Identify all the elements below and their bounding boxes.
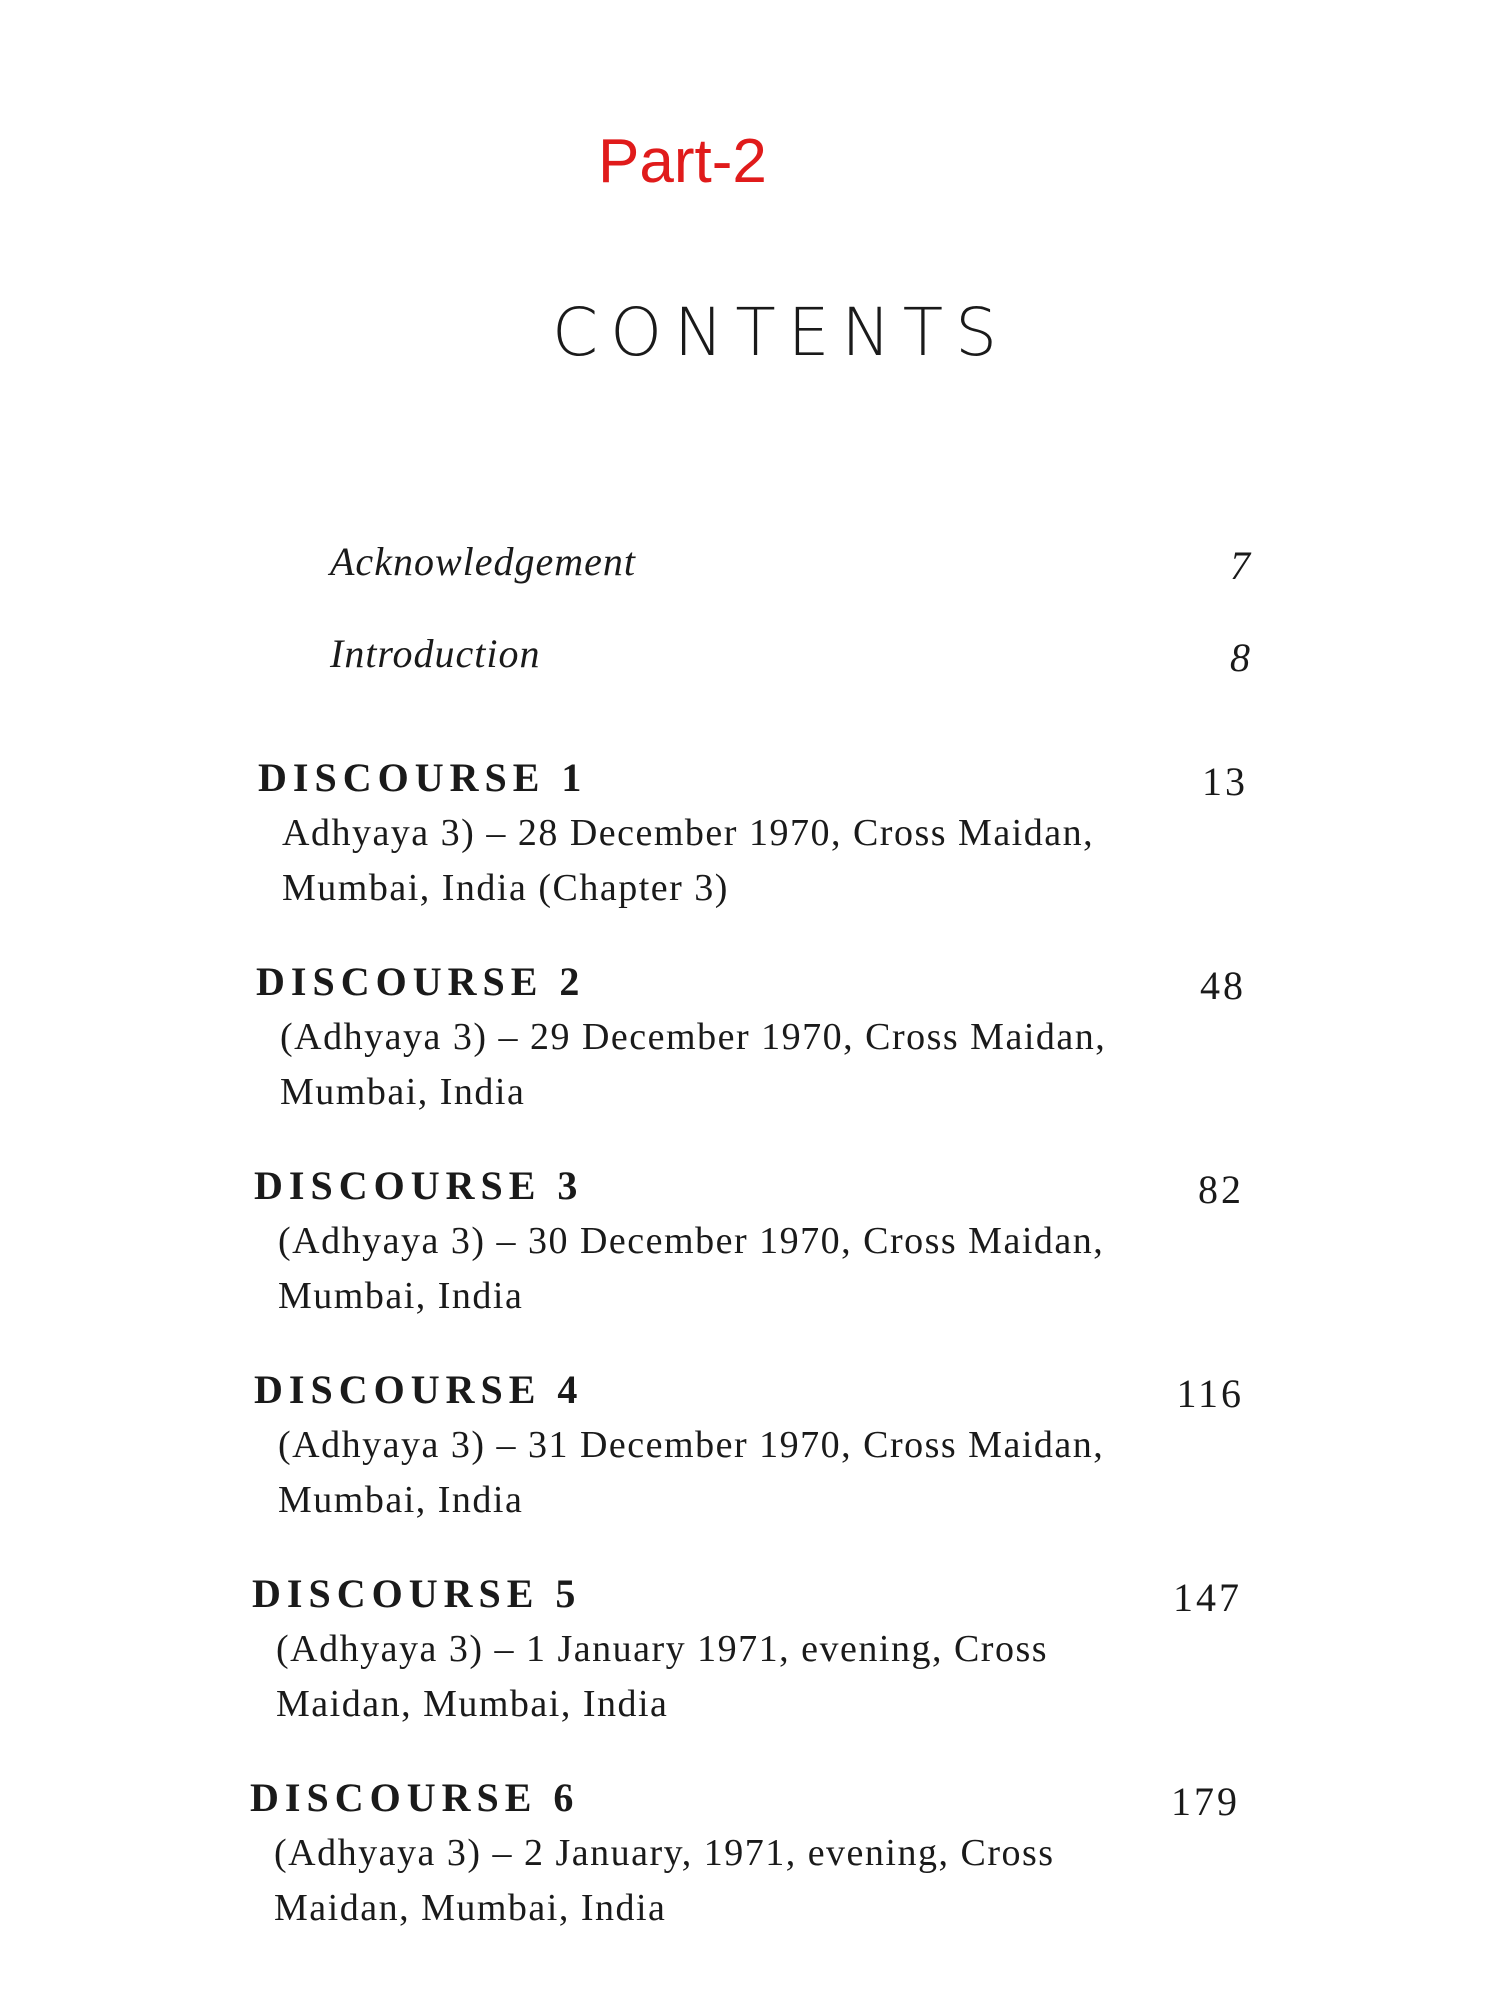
discourse-page-number: 48 (1200, 963, 1246, 1008)
toc-entry-discourse-4[interactable] (254, 1366, 1244, 1536)
toc-entry-page: 8 (1230, 635, 1250, 680)
discourse-page-number: 82 (1198, 1167, 1244, 1212)
discourse-heading: DISCOURSE 1 (258, 755, 588, 800)
discourse-description: (Adhyaya 3) – 29 December 1970, Cross Maidan, Mumbai, India (280, 1016, 1107, 1113)
toc-entry-title: Introduction (330, 631, 541, 676)
discourse-page-number: 116 (1176, 1371, 1244, 1416)
toc-entry-discourse-2[interactable] (256, 958, 1246, 1128)
discourse-description: (Adhyaya 3) – 2 January, 1971, evening, Cross Maidan, Mumbai, India (274, 1832, 1055, 1929)
toc-entry-discourse-3[interactable] (254, 1162, 1244, 1332)
toc-entry-page: 7 (1230, 543, 1250, 588)
toc-entry-discourse-5[interactable] (252, 1570, 1242, 1740)
discourse-heading: DISCOURSE 2 (256, 959, 586, 1004)
part-label: Part-2 (598, 127, 767, 196)
discourse-description: (Adhyaya 3) – 1 January 1971, evening, Cross Maidan, Mumbai, India (276, 1628, 1049, 1725)
discourse-page-number: 13 (1202, 759, 1248, 804)
toc-entry-introduction[interactable] (330, 630, 1250, 690)
toc-entry-discourse-1[interactable] (258, 754, 1248, 924)
toc-entry-title: Acknowledgement (330, 539, 636, 584)
discourse-description: (Adhyaya 3) – 31 December 1970, Cross Maidan, Mumbai, India (278, 1424, 1105, 1521)
toc-entry-acknowledgement[interactable] (330, 538, 1250, 598)
discourse-description: Adhyaya 3) – 28 December 1970, Cross Maidan, Mumbai, India (Chapter 3) (282, 812, 1095, 909)
discourse-heading: DISCOURSE 6 (250, 1775, 580, 1820)
toc-entry-discourse-6[interactable] (250, 1774, 1240, 1944)
discourse-heading: DISCOURSE 4 (254, 1367, 584, 1412)
discourse-heading: DISCOURSE 5 (252, 1571, 582, 1616)
contents-title: CONTENTS (552, 294, 1010, 371)
discourse-page-number: 179 (1171, 1779, 1240, 1824)
discourse-page-number: 147 (1173, 1575, 1242, 1620)
discourse-heading: DISCOURSE 3 (254, 1163, 584, 1208)
discourse-description: (Adhyaya 3) – 30 December 1970, Cross Maidan, Mumbai, India (278, 1220, 1105, 1317)
